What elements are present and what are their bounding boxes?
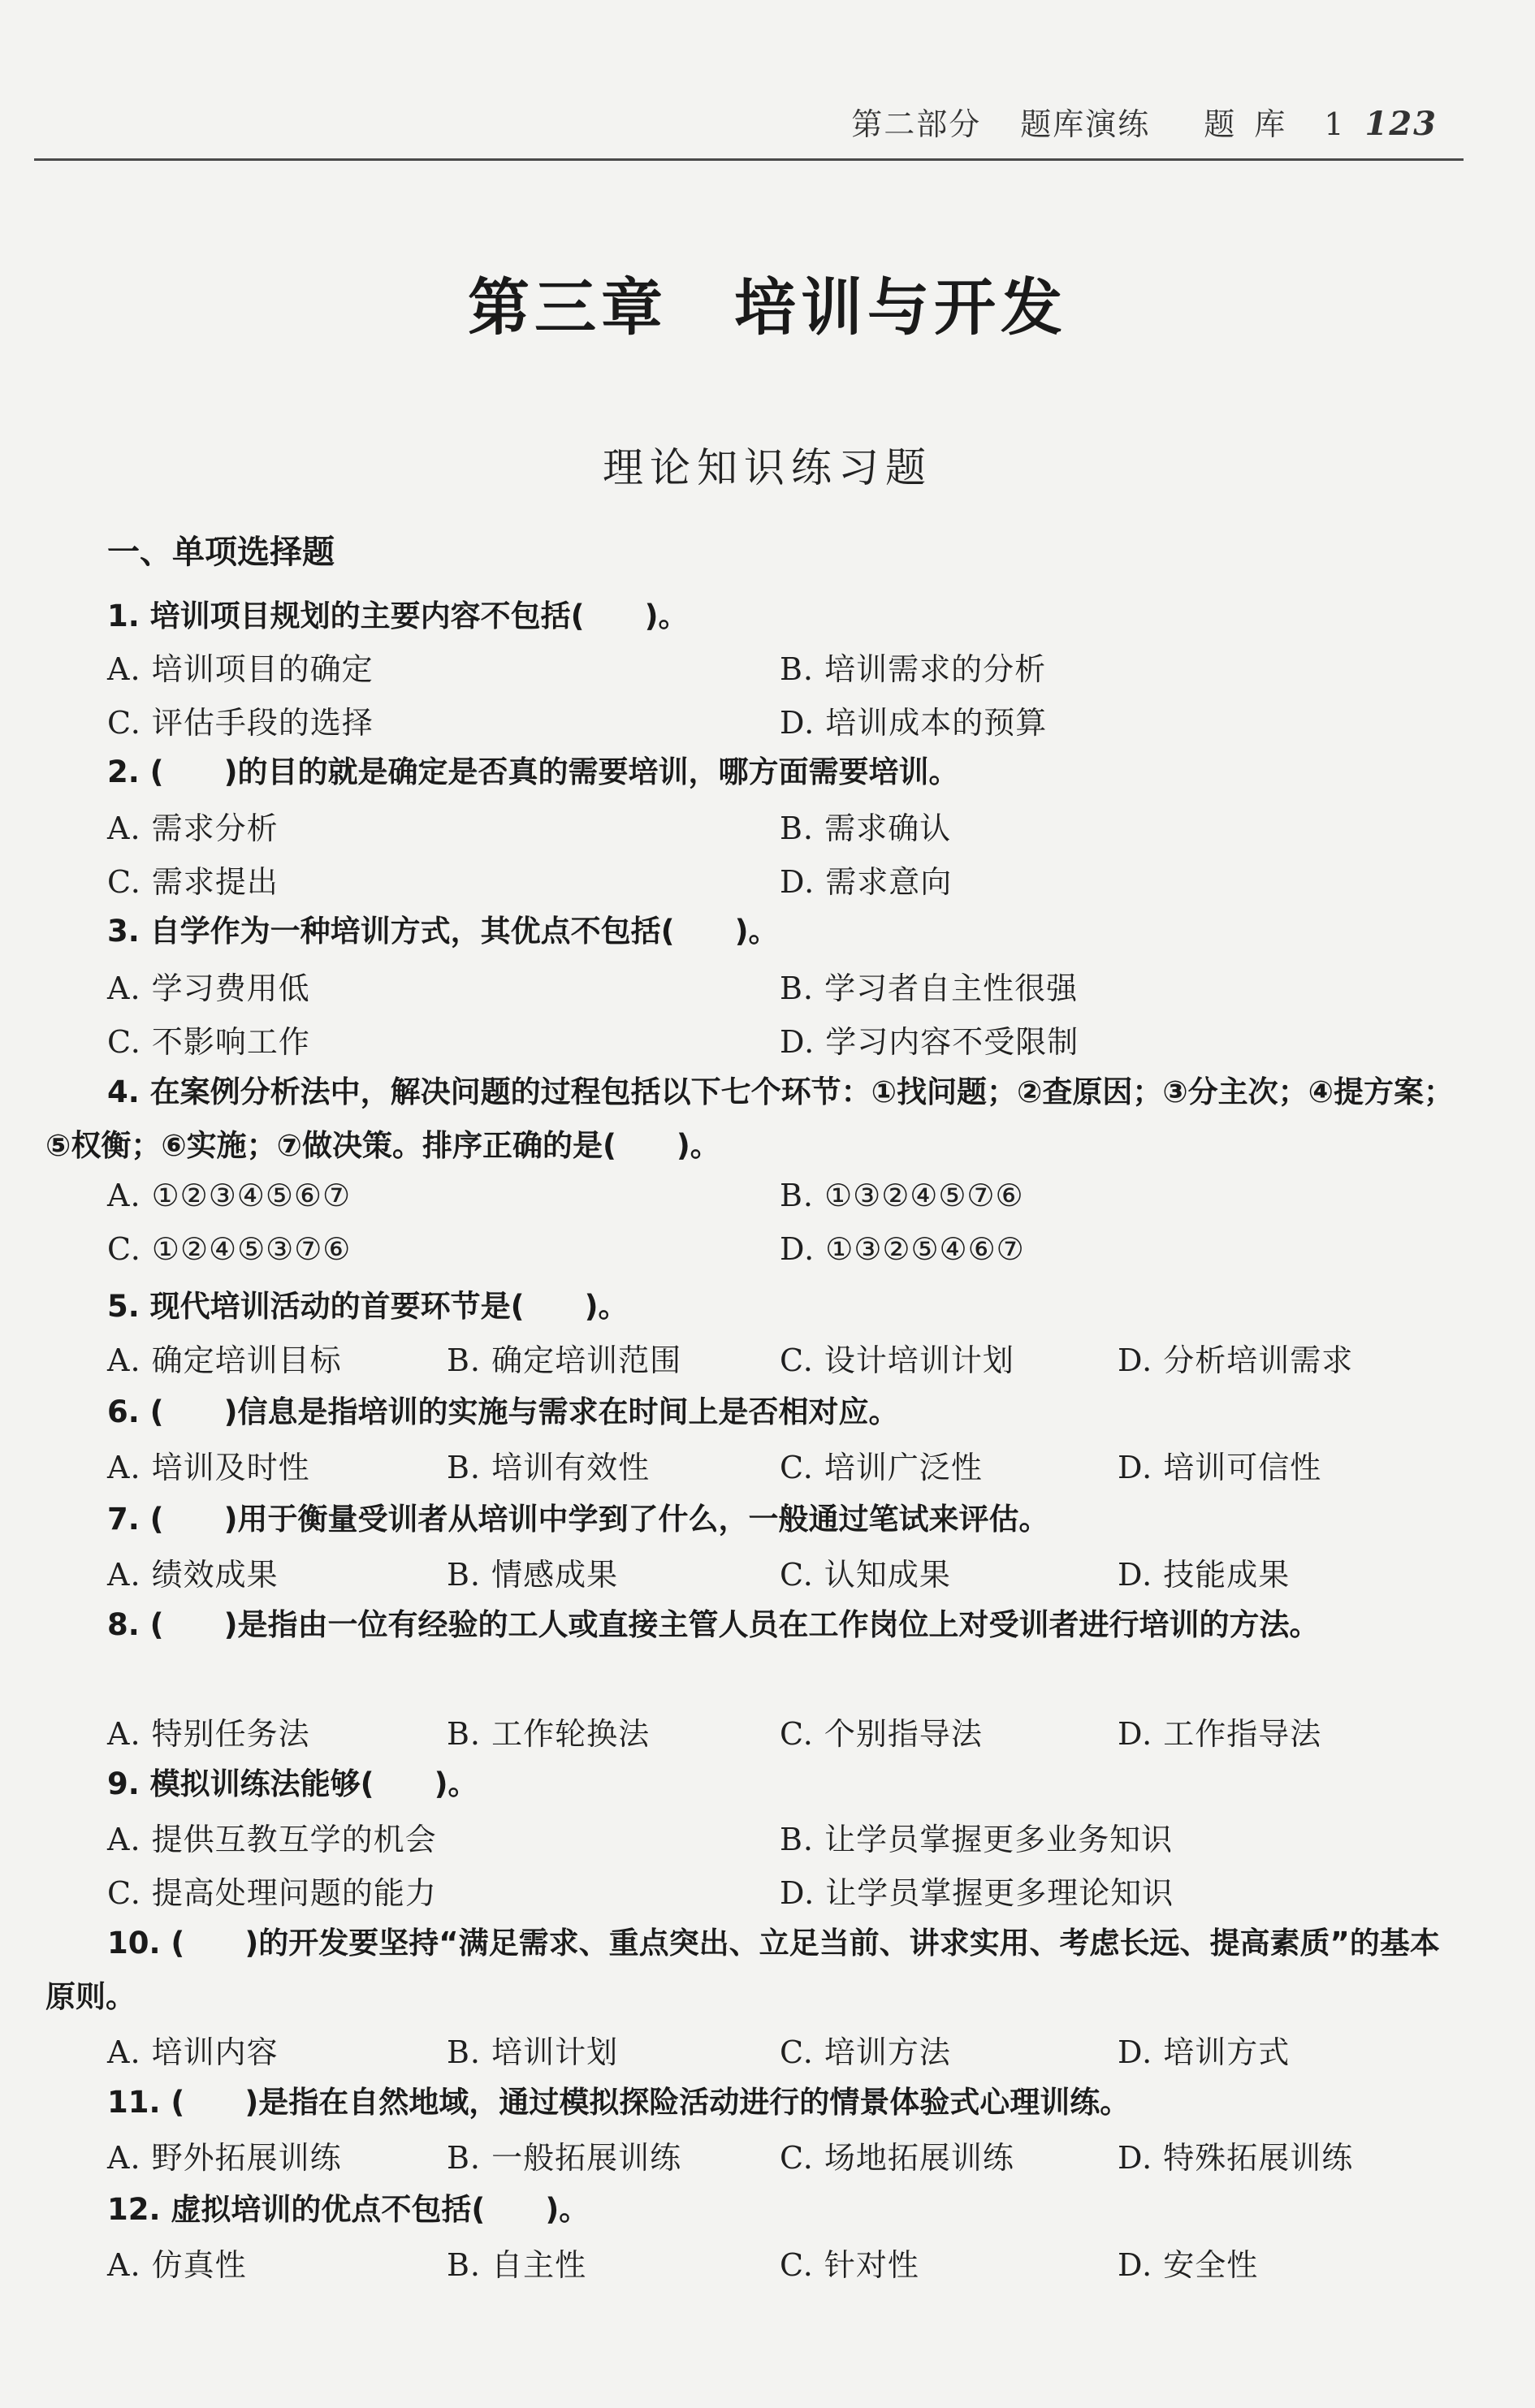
question-option: A. 培训项目的确定 — [107, 651, 374, 687]
section-heading: 一、单项选择题 — [107, 534, 335, 571]
question-option: C. 培训方法 — [780, 2034, 951, 2070]
question-option: C. 培训广泛性 — [780, 1450, 983, 1485]
question-option: A. 特别任务法 — [107, 1716, 310, 1752]
question-option: B. ①③②④⑤⑦⑥ — [780, 1178, 1024, 1213]
question-option: B. 让学员掌握更多业务知识 — [780, 1822, 1174, 1857]
question-option: C. ①②④⑤③⑦⑥ — [107, 1231, 352, 1267]
question-option: D. 培训成本的预算 — [780, 705, 1048, 741]
question-stem: 9. 模拟训练法能够( )。 — [107, 1766, 478, 1801]
question-option: D. 特殊拓展训练 — [1118, 2140, 1354, 2176]
question-option: C. 设计培训计划 — [780, 1342, 1014, 1378]
question-option: A. ①②③④⑤⑥⑦ — [107, 1178, 352, 1213]
question-stem: 6. ( )信息是指培训的实施与需求在时间上是否相对应。 — [107, 1394, 899, 1429]
question-option: A. 野外拓展训练 — [107, 2140, 342, 2176]
question-option: C. 不影响工作 — [107, 1024, 310, 1060]
page-number: 123 — [1364, 105, 1438, 143]
question-option: A. 培训及时性 — [107, 1450, 310, 1485]
question-option: D. 学习内容不受限制 — [780, 1024, 1079, 1060]
question-option: D. 需求意向 — [780, 864, 953, 900]
header-separator: 1 — [1324, 106, 1346, 142]
question-stem: 1. 培训项目规划的主要内容不包括( )。 — [107, 599, 689, 633]
question-stem: 5. 现代培训活动的首要环节是( )。 — [107, 1289, 629, 1324]
question-stem: 12. 虚拟培训的优点不包括( )。 — [107, 2192, 590, 2227]
question-option: C. 提高处理问题的能力 — [107, 1875, 437, 1911]
question-option: D. ①③②⑤④⑥⑦ — [780, 1231, 1025, 1267]
question-option: B. 确定培训范围 — [447, 1342, 682, 1378]
question-option: C. 个别指导法 — [780, 1716, 983, 1752]
question-option: C. 针对性 — [780, 2247, 919, 2283]
question-option: B. 学习者自主性很强 — [780, 971, 1079, 1006]
question-option: B. 培训有效性 — [447, 1450, 651, 1485]
question-option: C. 认知成果 — [780, 1557, 951, 1593]
question-option: D. 工作指导法 — [1118, 1716, 1322, 1752]
question-option: B. 培训计划 — [447, 2034, 619, 2070]
question-option: A. 仿真性 — [107, 2247, 247, 2283]
question-option: C. 评估手段的选择 — [107, 705, 374, 741]
question-option: D. 安全性 — [1118, 2247, 1259, 2283]
header-part: 第二部分 — [851, 106, 982, 142]
question-option: D. 培训方式 — [1118, 2034, 1291, 2070]
header-divider — [34, 158, 1464, 161]
question-option: A. 学习费用低 — [107, 971, 310, 1006]
question-option: C. 场地拓展训练 — [780, 2140, 1014, 2176]
question-option: B. 工作轮换法 — [447, 1716, 651, 1752]
question-stem: 7. ( )用于衡量受训者从培训中学到了什么，一般通过笔试来评估。 — [107, 1502, 1049, 1537]
page-subtitle: 理论知识练习题 — [603, 444, 932, 491]
question-option: B. 自主性 — [447, 2247, 587, 2283]
question-option: A. 需求分析 — [107, 811, 279, 846]
question-stem: 11. ( )是指在自然地域，通过模拟探险活动进行的情景体验式心理训练。 — [107, 2085, 1131, 2120]
question-option: D. 培训可信性 — [1118, 1450, 1322, 1485]
question-option: A. 绩效成果 — [107, 1557, 279, 1593]
question-option: A. 培训内容 — [107, 2034, 279, 2070]
question-stem: 2. ( )的目的就是确定是否真的需要培训，哪方面需要培训。 — [107, 754, 959, 789]
question-option: B. 需求确认 — [780, 811, 952, 846]
question-option: C. 需求提出 — [107, 864, 279, 900]
question-option: B. 情感成果 — [447, 1557, 619, 1593]
question-stem: 8. ( )是指由一位有经验的工人或直接主管人员在工作岗位上对受训者进行培训的方法。 — [107, 1607, 1320, 1642]
question-stem: 10. ( )的开发要坚持“满足需求、重点突出、立足当前、讲求实用、考虑长远、提高素质”的基本原则。 — [45, 1926, 1440, 2014]
question-option: D. 技能成果 — [1118, 1557, 1291, 1593]
question-option: B. 培训需求的分析 — [780, 651, 1047, 687]
question-option: B. 一般拓展训练 — [447, 2140, 682, 2176]
question-option: D. 让学员掌握更多理论知识 — [780, 1875, 1174, 1911]
question-option: A. 确定培训目标 — [107, 1342, 342, 1378]
question-stem: 3. 自学作为一种培训方式，其优点不包括( )。 — [107, 914, 779, 949]
question-option: D. 分析培训需求 — [1118, 1342, 1354, 1378]
header-section: 题库演练 — [1020, 106, 1151, 142]
running-header — [851, 99, 1438, 144]
header-bank: 题库 — [1204, 106, 1305, 142]
question-option: A. 提供互教互学的机会 — [107, 1822, 437, 1857]
question-stem: 4. 在案例分析法中，解决问题的过程包括以下七个环节：①找问题；②查原因；③分主次；④提方案；⑤权衡；⑥实施；⑦做决策。排序正确的是( )。 — [45, 1074, 1454, 1163]
chapter-title: 第三章 培训与开发 — [468, 271, 1067, 344]
